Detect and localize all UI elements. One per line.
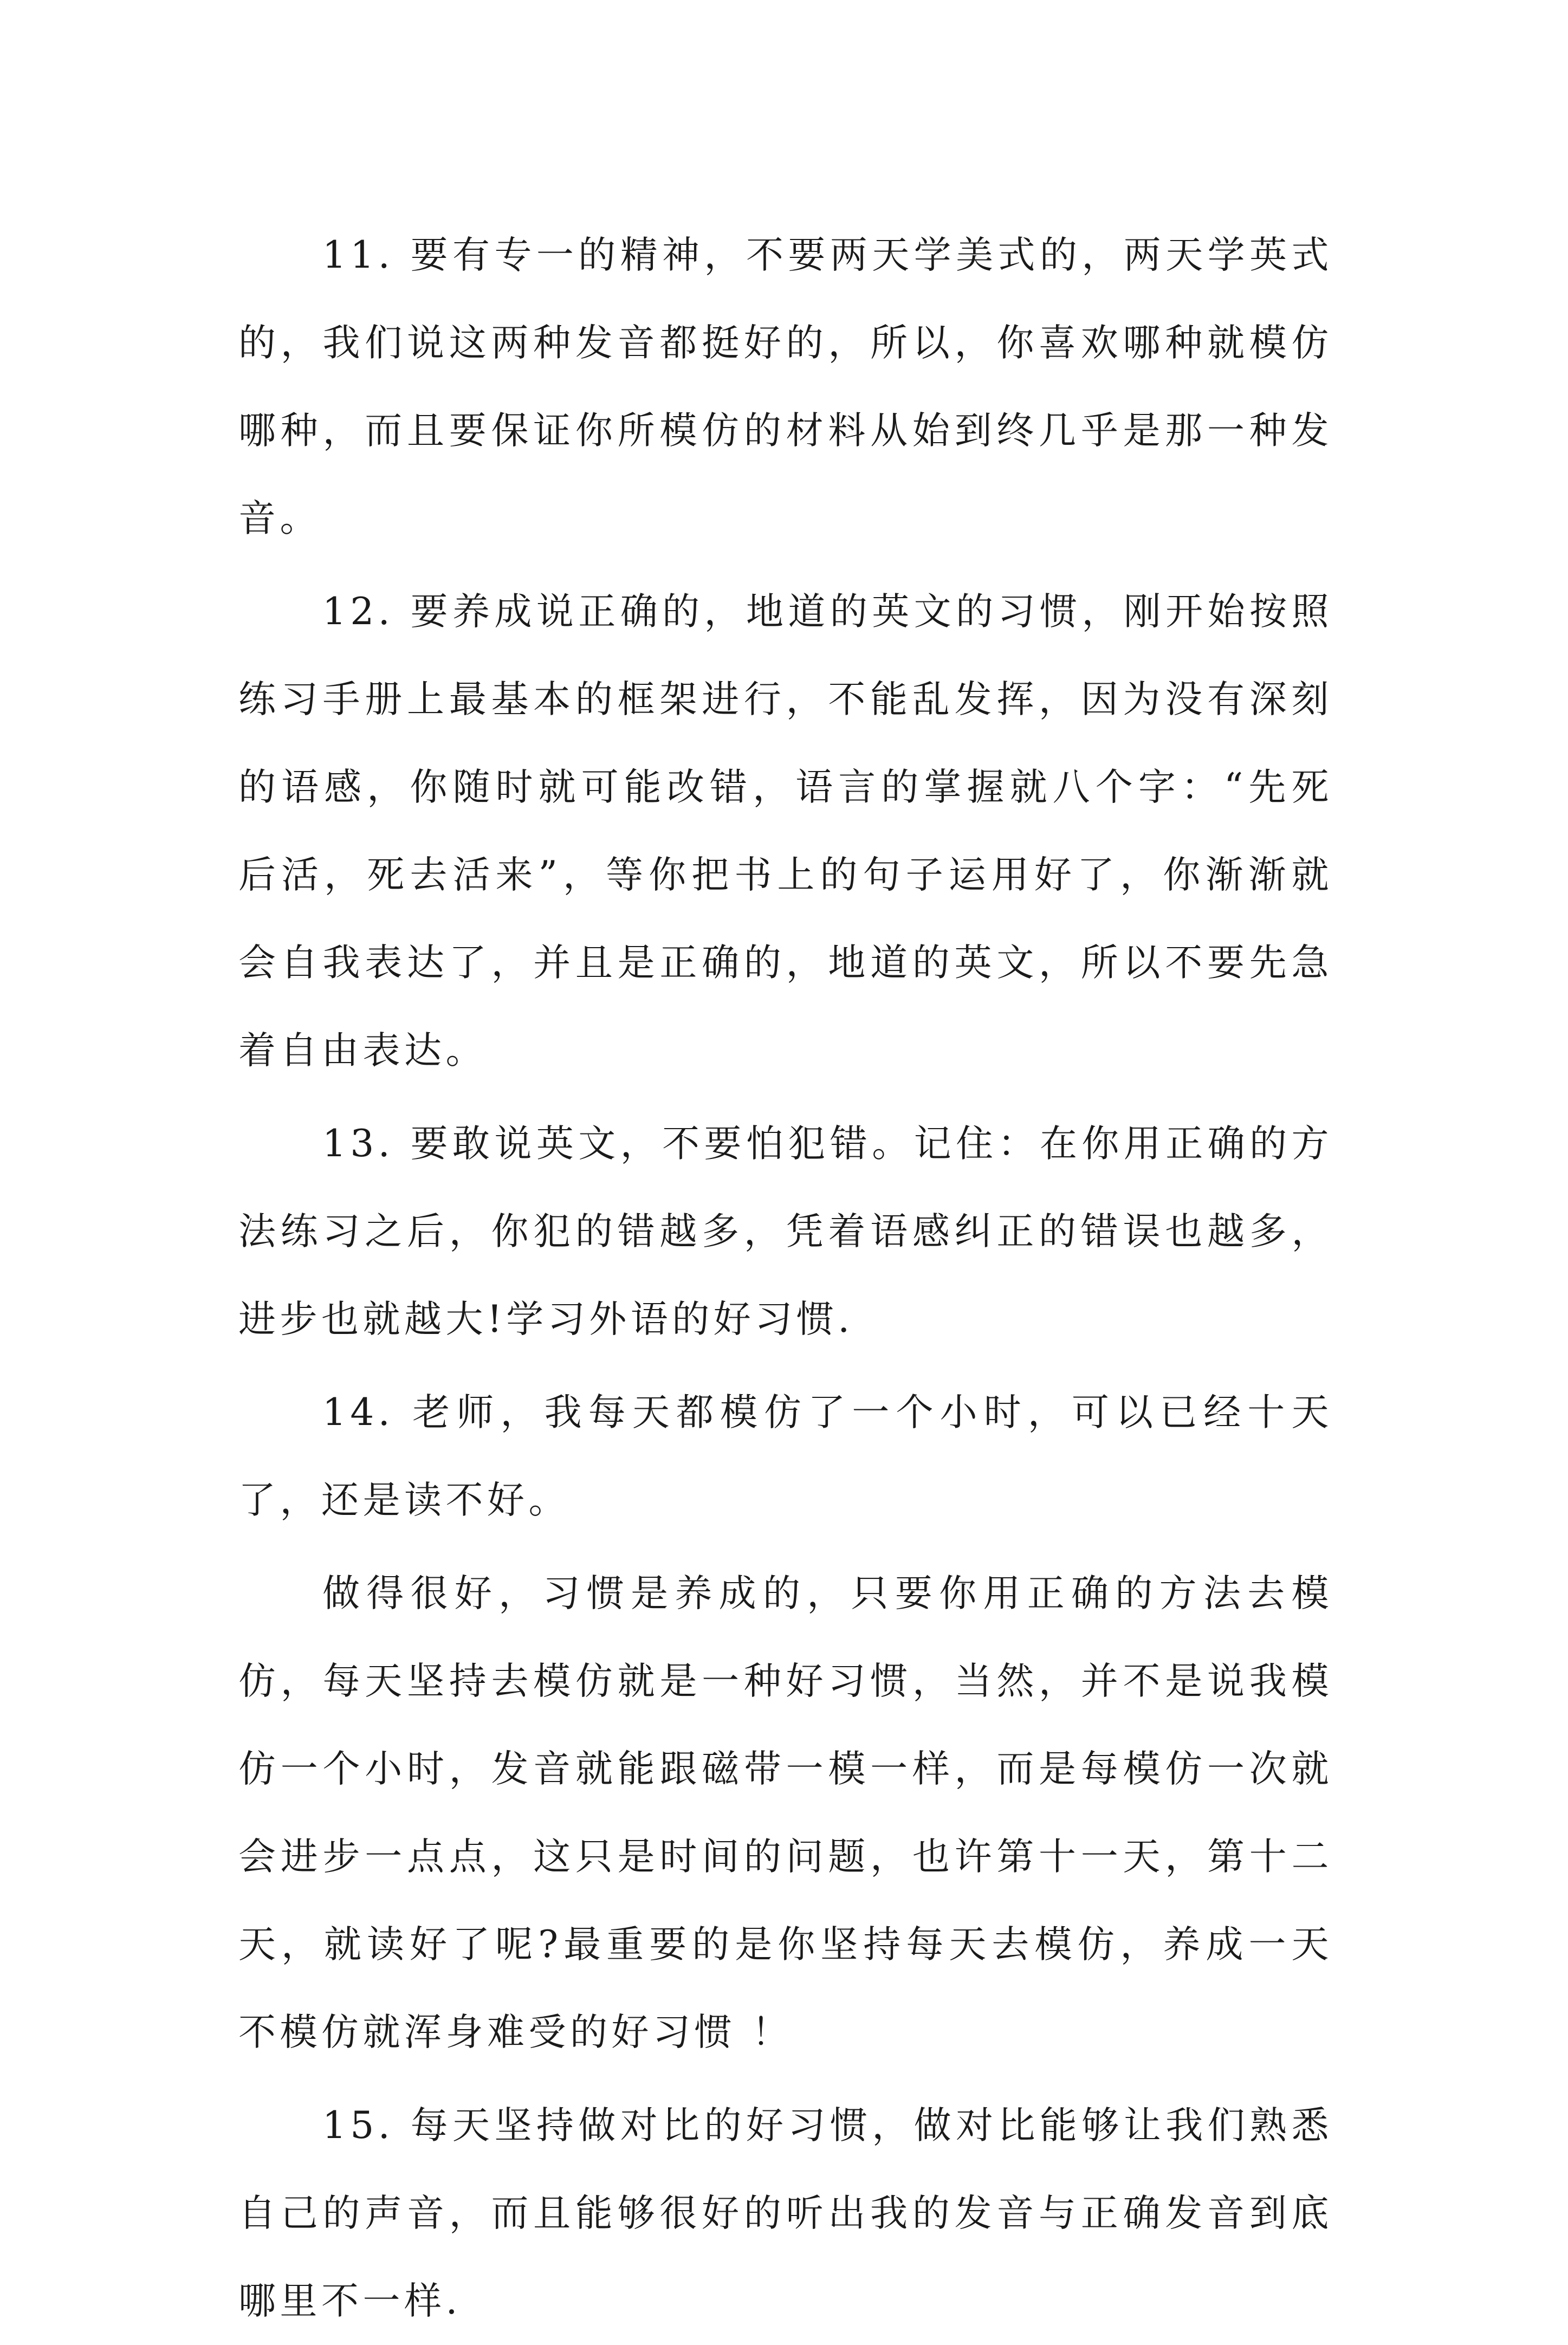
paragraph-12: 12. 要养成说正确的，地道的英文的习惯，刚开始按照练习手册上最基本的框架进行，不能乱发挥，因为没有深刻的语感，你随时就可能改错，语言的掌握就八个字：“先死后活，死去活来”，等你把书上的句子运用好了，你渐渐就会自我表达了，并且是正确的，地道的英文，所以不要先急着自由表达。 — [238, 590, 1333, 1072]
paragraph-15: 15. 每天坚持做对比的好习惯，做对比能够让我们熟悉自己的声音，而且能够很好的听出我的发音与正确发音到底哪里不一样. — [238, 2104, 1333, 2323]
paragraph-14: 14. 老师，我每天都模仿了一个小时，可以已经十天了，还是读不好。 — [238, 1391, 1333, 1522]
paragraph-13: 13. 要敢说英文，不要怕犯错。记住：在你用正确的方法练习之后，你犯的错越多，凭着语感纠正的错误也越多，进步也就越大!学习外语的好习惯. — [238, 1122, 1333, 1341]
paragraph-14-answer: 做得很好，习惯是养成的，只要你用正确的方法去模仿，每天坚持去模仿就是一种好习惯，当然，并不是说我模仿一个小时，发音就能跟磁带一模一样，而是每模仿一次就会进步一点点，这只是时间的问题，也许第十一天，第十二天，就读好了呢?最重要的是你坚持每天去模仿，养成一天不模仿就浑身难受的好习惯 ！ — [238, 1572, 1333, 2054]
document-body — [238, 211, 1333, 2345]
paragraph-11: 11. 要有专一的精神，不要两天学美式的，两天学英式的，我们说这两种发音都挺好的，所以，你喜欢哪种就模仿哪种，而且要保证你所模仿的材料从始到终几乎是那一种发音。 — [238, 234, 1333, 540]
